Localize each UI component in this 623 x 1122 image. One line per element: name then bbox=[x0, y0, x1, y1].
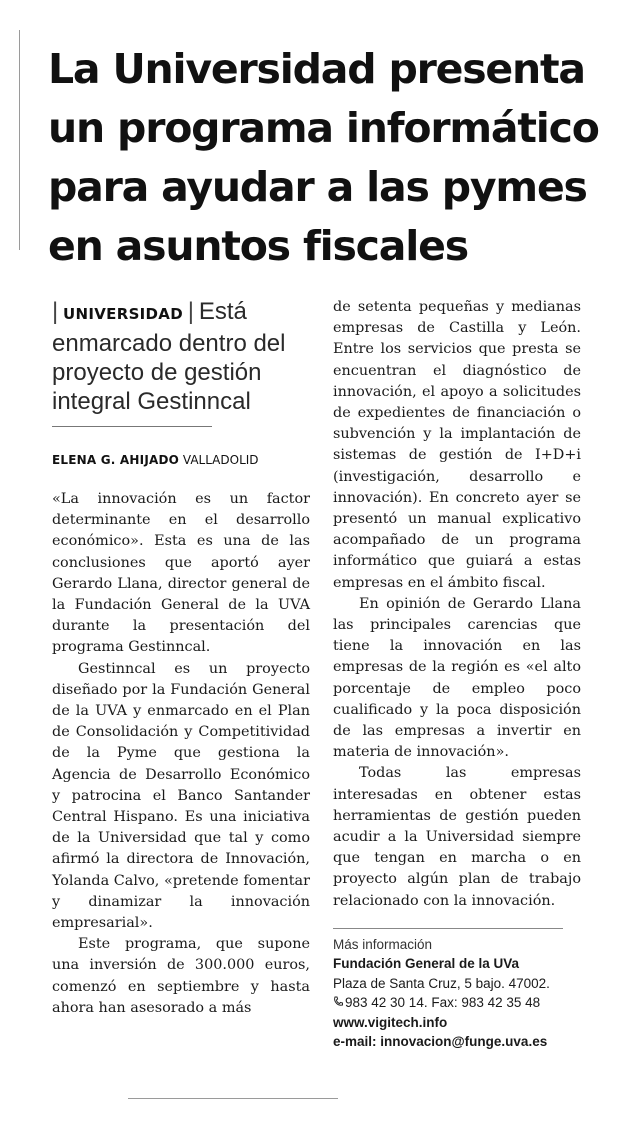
byline-author: ELENA G. AHIJADO bbox=[52, 453, 180, 467]
left-column bbox=[52, 297, 310, 1019]
bottom-rule bbox=[128, 1098, 338, 1099]
byline bbox=[52, 453, 310, 467]
info-address: Plaza de Santa Cruz, 5 bajo. 47002. bbox=[333, 975, 550, 991]
section-tag: UNIVERSIDAD bbox=[63, 305, 183, 323]
info-email[interactable]: e-mail: innovacion@funge.uva.es bbox=[333, 1034, 548, 1050]
right-column bbox=[333, 297, 581, 1052]
page-edge-line bbox=[19, 30, 20, 250]
body-paragraph: «La innovación es un factor determinante en el desarrollo económico». Esta es una de las conclusiones que aportó ayer Gerardo Llana, director general de la Fundación General de la UVA durante la presentación del programa Gestinncal. bbox=[52, 491, 310, 656]
info-heading: Más información bbox=[333, 936, 433, 952]
lead-text: Está enmarcado dentro del proyecto de gestión integral Gestinncal bbox=[52, 298, 286, 415]
info-divider bbox=[333, 928, 563, 929]
byline-location: VALLADOLID bbox=[182, 453, 259, 467]
info-organization: Fundación General de la UVa bbox=[333, 956, 520, 972]
phone-icon bbox=[333, 993, 345, 1013]
body-paragraph: Este programa, que supone una inversión de 300.000 euros, comenzó en septiembre y hasta ahora han asesorado a más bbox=[52, 936, 310, 1016]
info-phone-line bbox=[333, 993, 581, 1013]
body-paragraph: En opinión de Gerardo Llana las principales carencias que tiene la innovación en las empresas de la región es «el alto porcentaje de empleo poco cualificado y la poca disposición de las empresas a invertir en materia de innovación». bbox=[333, 595, 581, 761]
lead-divider bbox=[52, 426, 212, 427]
info-website[interactable]: www.vigitech.info bbox=[333, 1014, 448, 1030]
headline: La Universidad presenta un programa informático para ayudar a las pymes en asuntos fiscales bbox=[48, 45, 599, 270]
lead-summary: | UNIVERSIDAD | Está enmarcado dentro del proyecto de gestión integral Gestinncal bbox=[52, 298, 286, 415]
info-phones: 983 42 30 14. Fax: 983 42 35 48 bbox=[345, 995, 541, 1011]
info-box bbox=[333, 935, 581, 1052]
body-paragraph: de setenta pequeñas y medianas empresas de Castilla y León. Entre los servicios que presta se encuentran el diagnóstico de innovación, el apoyo a solicitudes de expedientes de financiación o subvención y la implantación de sistemas de gestión de I+D+i (investigación, desarrollo e innovación). En concreto ayer se presentó un manual explicativo acompañado de un programa informático que guiará a estas empresas en el ámbito fiscal. bbox=[333, 299, 581, 591]
body-paragraph: Gestinncal es un proyecto diseñado por la Fundación General de la UVA y enmarcado en el Plan de Consolidación y Competitividad de la Pyme que gestiona la Agencia de Desarrollo Económico y patrocina el Banco Santander Central Hispano. Es una iniciativa de la Universidad que tal y como afirmó la directora de Innovación, Yolanda Calvo, «pretende fomentar y dinamizar la innovación empresarial». bbox=[52, 660, 310, 932]
body-paragraph: Todas las empresas interesadas en obtener estas herramientas de gestión pueden acudir a la Universidad siempre que tengan en marcha o en proyecto algún plan de trabajo relacionado con la innovación. bbox=[333, 765, 581, 909]
